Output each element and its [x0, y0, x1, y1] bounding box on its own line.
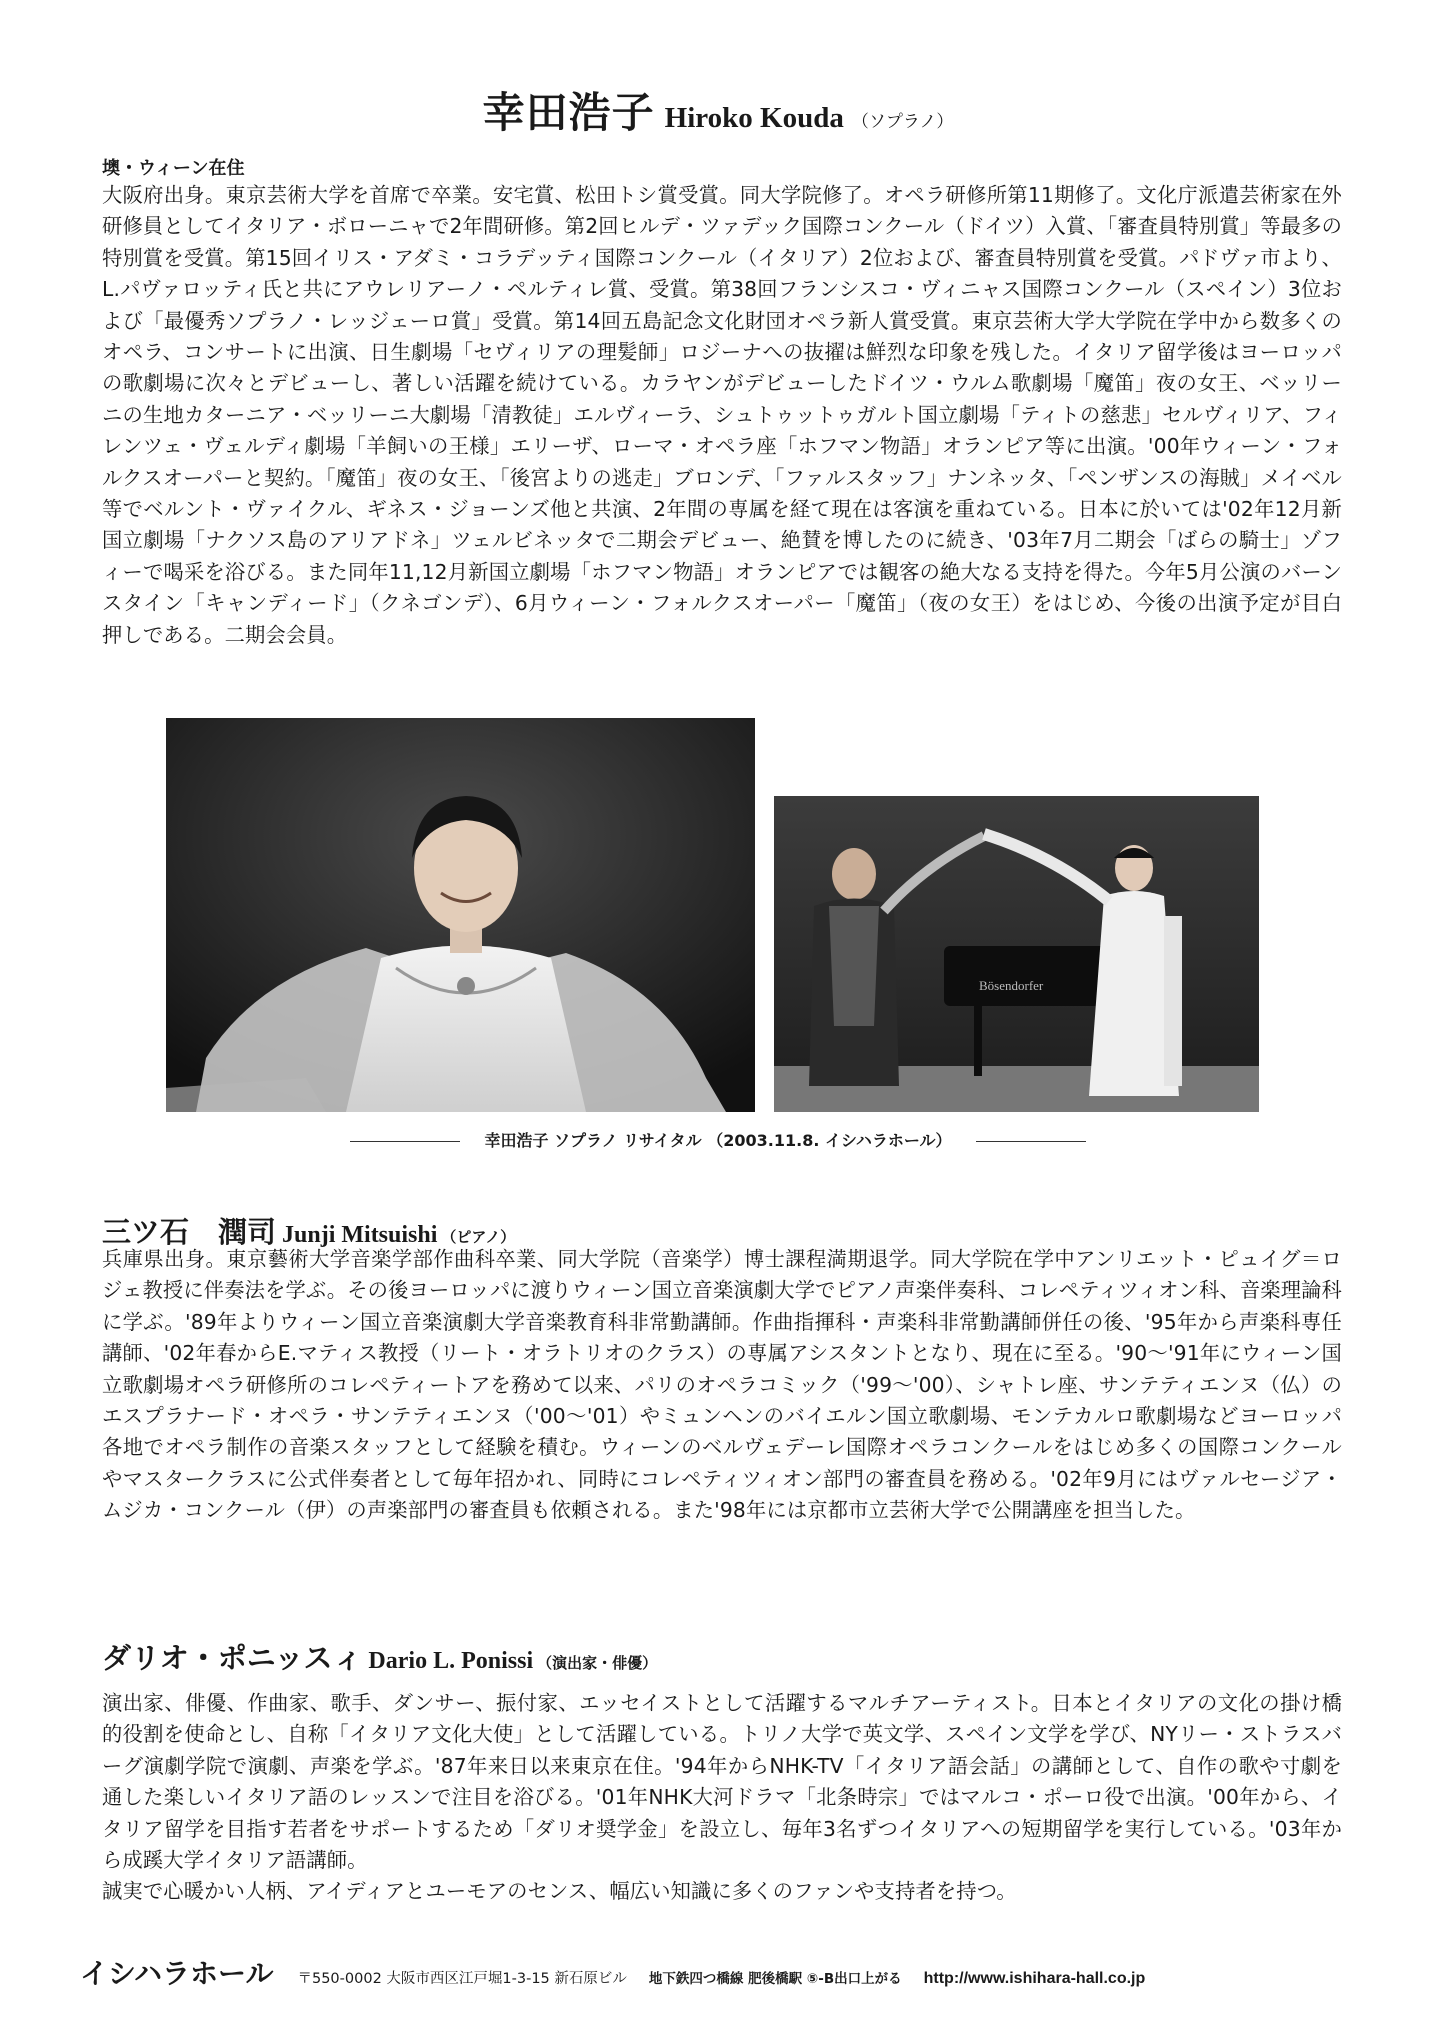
caption-rule-right — [976, 1141, 1086, 1142]
ponissi-bio-block — [102, 1688, 1342, 1908]
piano-brand-label: Bösendorfer — [979, 978, 1044, 993]
mitsuishi-name-jp: 三ツ石 潤司 — [102, 1217, 277, 1249]
caption-detail: （2003.11.8. イシハラホール） — [707, 1131, 952, 1150]
ponissi-bio-closing: 誠実で心暖かい人柄、アイディアとユーモアのセンス、幅広い知識に多くのファンや支持者を持つ。 — [102, 1879, 1017, 1904]
mitsuishi-bio: 兵庫県出身。東京藝術大学音楽学部作曲科卒業、同大学院（音楽学）博士課程満期退学。同大学院在学中アンリエット・ピュイグ＝ロジェ教授に伴奏法を学ぶ。その後ヨーロッパに渡りウィーン国立音楽演劇大学でピアノ声楽伴奏科、コレペティツィオン科、音楽理論科に学ぶ。'89年よりウィーン国立音楽演劇大学音楽教育科非常勤講師。作曲指揮科・声楽科非常勤講師併任の後、'95年から声楽科専任講師、'02年春からE.マティス教授（リート・オラトリオのクラス）の専属アシスタントとなり、現在に至る。'90〜'91年にウィーン国立歌劇場オペラ研修所のコレペティートアを務めて以来、パリのオペラコミック（'99〜'00）、シャトレ座、サンテティエンヌ（仏）のエスプラナード・オペラ・サンテティエンヌ（'00〜'01）やミュンヘンのバイエルン国立歌劇場、モンテカルロ歌劇場などヨーロッパ各地でオペラ制作の音楽スタッフとして経験を積む。ウィーンのベルヴェデーレ国際オペラコンクールをはじめ多くの国際コンクールやマスタークラスに公式伴奏者として毎年招かれ、同時にコレペティツィオン部門の審査員を務める。'02年9月にはヴァルセージア・ムジカ・コンクール（伊）の声楽部門の審査員も依頼される。また'98年には京都市立芸術大学で公開講座を担当した。 — [102, 1247, 1342, 1523]
ponissi-role: （演出家・俳優） — [537, 1656, 658, 1672]
caption-title: 幸田浩子 ソプラノ リサイタル — [484, 1131, 702, 1150]
mitsuishi-name-en: Junji Mitsuishi — [282, 1222, 438, 1248]
ponissi-heading — [102, 1636, 657, 1677]
hall-url[interactable]: http://www.ishihara-hall.co.jp — [923, 1970, 1146, 1987]
footer — [80, 1952, 1370, 1992]
hall-address: 〒550-0002 大阪市西区江戸堀1-3-15 新石原ビル — [297, 1971, 627, 1987]
curtain-call-photo — [774, 796, 1259, 1112]
ponissi-name-jp: ダリオ・ポニッスィ — [102, 1643, 363, 1675]
kouda-residence: 墺・ウィーン在住 — [102, 158, 245, 179]
kouda-name-en: Hiroko Kouda — [664, 102, 844, 134]
hall-name: イシハラホール — [80, 1957, 274, 1990]
portrait-illustration — [166, 718, 755, 1112]
hall-station: 地下鉄四つ橋線 肥後橋駅 ⑤-B出口上がる — [648, 1971, 902, 1987]
caption-rule-left — [350, 1141, 460, 1142]
kouda-bio: 大阪府出身。東京芸術大学を首席で卒業。安宅賞、松田トシ賞受賞。同大学院修了。オペラ研修所第11期修了。文化庁派遣芸術家在外研修員としてイタリア・ボローニャで2年間研修。第2回ヒルデ・ツァデック国際コンクール（ドイツ）入賞、「審査員特別賞」等最多の特別賞を受賞。第15回イリス・アダミ・コラデッティ国際コンクール（イタリア）2位および、審査員特別賞を受賞。パドヴァ市より、L.パヴァロッティ氏と共にアウレリアーノ・ペルティレ賞、受賞。第38回フランシスコ・ヴィニャス国際コンクール（スペイン）3位および「最優秀ソプラノ・レッジェーロ賞」受賞。第14回五島記念文化財団オペラ新人賞受賞。東京芸術大学大学院在学中から数多くのオペラ、コンサートに出演、日生劇場「セヴィリアの理髪師」ロジーナへの抜擢は鮮烈な印象を残した。イタリア留学後はヨーロッパの歌劇場に次々とデビューし、著しい活躍を続けている。カラヤンがデビューしたドイツ・ウルム歌劇場「魔笛」夜の女王、ベッリーニの生地カターニア・ベッリーニ大劇場「清教徒」エルヴィーラ、シュトゥットゥガルト国立劇場「ティトの慈悲」セルヴィリア、フィレンツェ・ヴェルディ劇場「羊飼いの王様」エリーザ、ローマ・オペラ座「ホフマン物語」オランピア等に出演。'00年ウィーン・フォルクスオーパーと契約。「魔笛」夜の女王、「後宮よりの逃走」ブロンデ、「ファルスタッフ」ナンネッタ、「ペンザンスの海賊」メイベル等でベルント・ヴァイクル、ギネス・ジョーンズ他と共演、2年間の専属を経て現在は客演を重ねている。日本に於いては'02年12月新国立劇場「ナクソス島のアリアドネ」ツェルビネッタで二期会デビュー、絶賛を博したのに続き、'03年7月二期会「ばらの騎士」ゾフィーで喝采を浴びる。また同年11,12月新国立劇場「ホフマン物語」オランピアでは観客の絶大なる支持を得た。今年5月公演のバーンスタイン「キャンディード」（クネゴンデ）、6月ウィーン・フォルクスオーパー「魔笛」（夜の女王）をはじめ、今後の出演予定が目白押しである。二期会会員。 — [102, 183, 1342, 647]
kouda-portrait-photo — [166, 718, 755, 1112]
curtain-call-illustration — [774, 796, 1259, 1112]
page-title — [0, 80, 1436, 140]
photo-caption — [0, 1128, 1436, 1151]
ponissi-bio: 演出家、俳優、作曲家、歌手、ダンサー、振付家、エッセイストとして活躍するマルチアーティスト。日本とイタリアの文化の掛け橋的役割を使命とし、自称「イタリア文化大使」として活躍している。トリノ大学で英文学、スペイン文学を学び、NYリー・ストラスバーグ演劇学院で演劇、声楽を学ぶ。'87年来日以来東京在住。'94年からNHK-TV「イタリア語会話」の講師として、自作の歌や寸劇を通した楽しいイタリア語のレッスンで注目を浴びる。'01年NHK大河ドラマ「北条時宗」ではマルコ・ポーロ役で出演。'00年から、イタリア留学を目指す若者をサポートするため「ダリオ奨学金」を設立し、毎年3名ずつイタリアへの短期留学を実行している。'03年から成蹊大学イタリア語講師。 — [102, 1691, 1342, 1873]
ponissi-name-en: Dario L. Ponissi — [368, 1648, 534, 1674]
kouda-name-jp: 幸田浩子 — [482, 91, 655, 137]
mitsuishi-role: （ピアノ） — [441, 1230, 516, 1246]
kouda-role: （ソプラノ） — [851, 112, 954, 131]
